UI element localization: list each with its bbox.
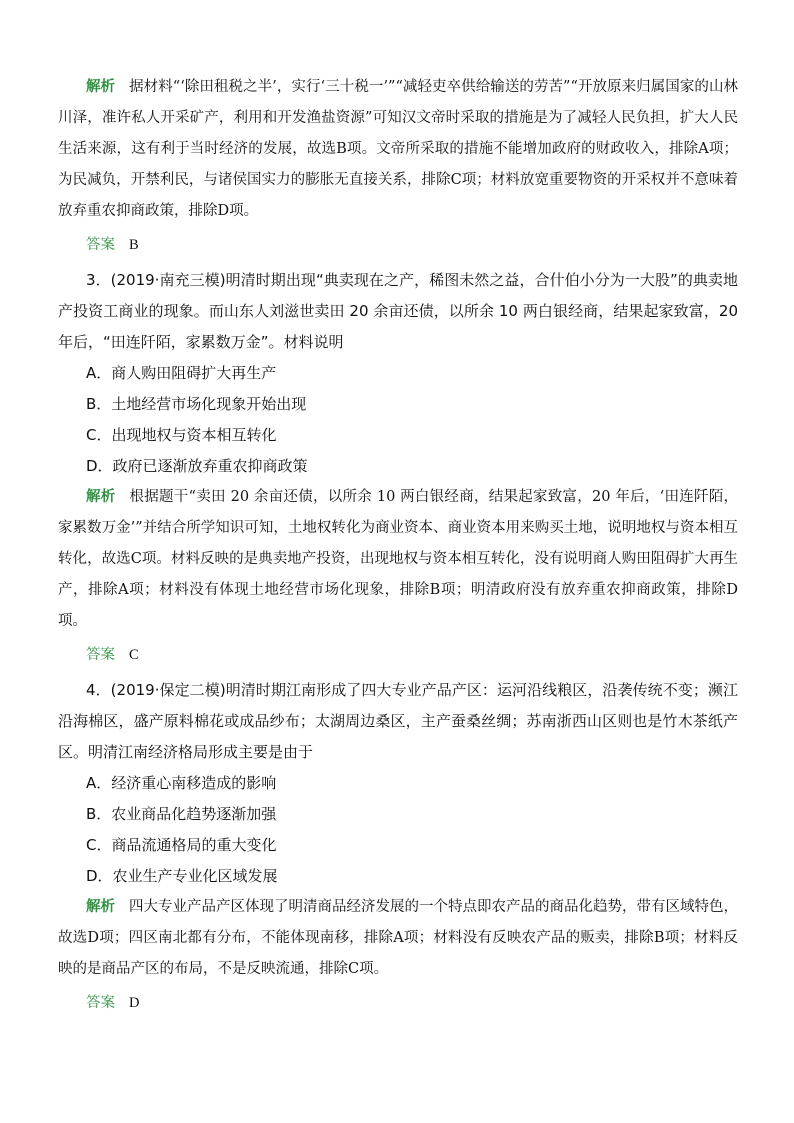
option-b: B．农业商品化趋势逐渐加强 [86, 805, 277, 823]
answer-label: 答案 [86, 237, 115, 253]
answer-value: C [129, 647, 139, 663]
option-d: D．政府已逐渐放弃重农抑商政策 [86, 457, 308, 475]
answer-label: 答案 [86, 647, 115, 663]
document-page [58, 72, 738, 1023]
option-c: C．出现地权与资本相互转化 [86, 426, 277, 444]
option-c: C．商品流通格局的重大变化 [86, 836, 277, 854]
answer-line [58, 988, 738, 1019]
option-d: D．农业生产专业化区域发展 [86, 867, 278, 885]
option-a: A．商人购田阻碍扩大再生产 [86, 364, 277, 382]
analysis-paragraph [58, 482, 738, 637]
question-stem: 4．(2019·保定二模)明清时期江南形成了四大专业产品产区：运河沿线粮区，沿袭传统不变；濒江沿海棉区，盛产原料棉花或成品纱布；太湖周边桑区，主产蚕桑丝绸；苏南浙西山区则也是竹木茶纸产区。明清江南经济格局形成主要是由于 [58, 681, 738, 761]
analysis-paragraph [58, 72, 738, 227]
answer-line [58, 640, 738, 671]
analysis-label: 解析 [86, 489, 116, 505]
analysis-label: 解析 [86, 899, 115, 915]
analysis-label: 解析 [86, 79, 116, 95]
answer-value: D [129, 995, 140, 1011]
option-a: A．经济重心南移造成的影响 [86, 774, 277, 792]
answer-line [58, 230, 738, 261]
question-stem: 3．(2019·南充三模)明清时期出现“典卖现在之产，稀图未然之益，合什伯小分为一大股”的典卖地产投资工商业的现象。而山东人刘滋世卖田 20 余亩还债，以所余 10 两白银经商，结果起家致富，20 年后，“田连阡陌，家累数万金”。材料说明 [58, 271, 738, 351]
option-b: B．土地经营市场化现象开始出现 [86, 395, 307, 413]
answer-label: 答案 [86, 995, 115, 1011]
analysis-text: 四大专业产品产区体现了明清商品经济发展的一个特点即农产品的商品化趋势，带有区域特色，故选D项；四区南北都有分布，不能体现南移，排除A项；材料没有反映农产品的贩卖，排除B项；材料反映的是商品产区的布局，不是反映流通，排除C项。 [58, 899, 738, 977]
analysis-text: 据材料“‘除田租税之半’，实行‘三十税一’”“减轻吏卒供给输送的劳苦”“开放原来归属国家的山林川泽，准许私人开采矿产，利用和开发渔盐资源”可知汉文帝时采取的措施是为了减轻人民负担，扩大人民生活来源，这有利于当时经济的发展，故选B项。文帝所采取的措施不能增加政府的财政收入，排除A项；为民减负，开禁利民，与诸侯国实力的膨胀无直接关系，排除C项；材料放宽重要物资的开采权并不意味着放弃重农抑商政策，排除D项。 [58, 79, 739, 219]
analysis-text: 根据题干“卖田 20 余亩还债，以所余 10 两白银经商，结果起家致富，20 年后，‘田连阡陌，家累数万金’”并结合所学知识可知，土地权转化为商业资本、商业资本用来购买土地，说明地权与资本相互转化，故选C项。材料反映的是典卖地产投资，出现地权与资本相互转化，没有说明商人购田阻碍扩大再生产，排除A项；材料没有体现土地经营市场化现象，排除B项；明清政府没有放弃重农抑商政策，排除D项。 [58, 489, 738, 629]
answer-value: B [129, 237, 139, 253]
analysis-paragraph [58, 892, 738, 985]
